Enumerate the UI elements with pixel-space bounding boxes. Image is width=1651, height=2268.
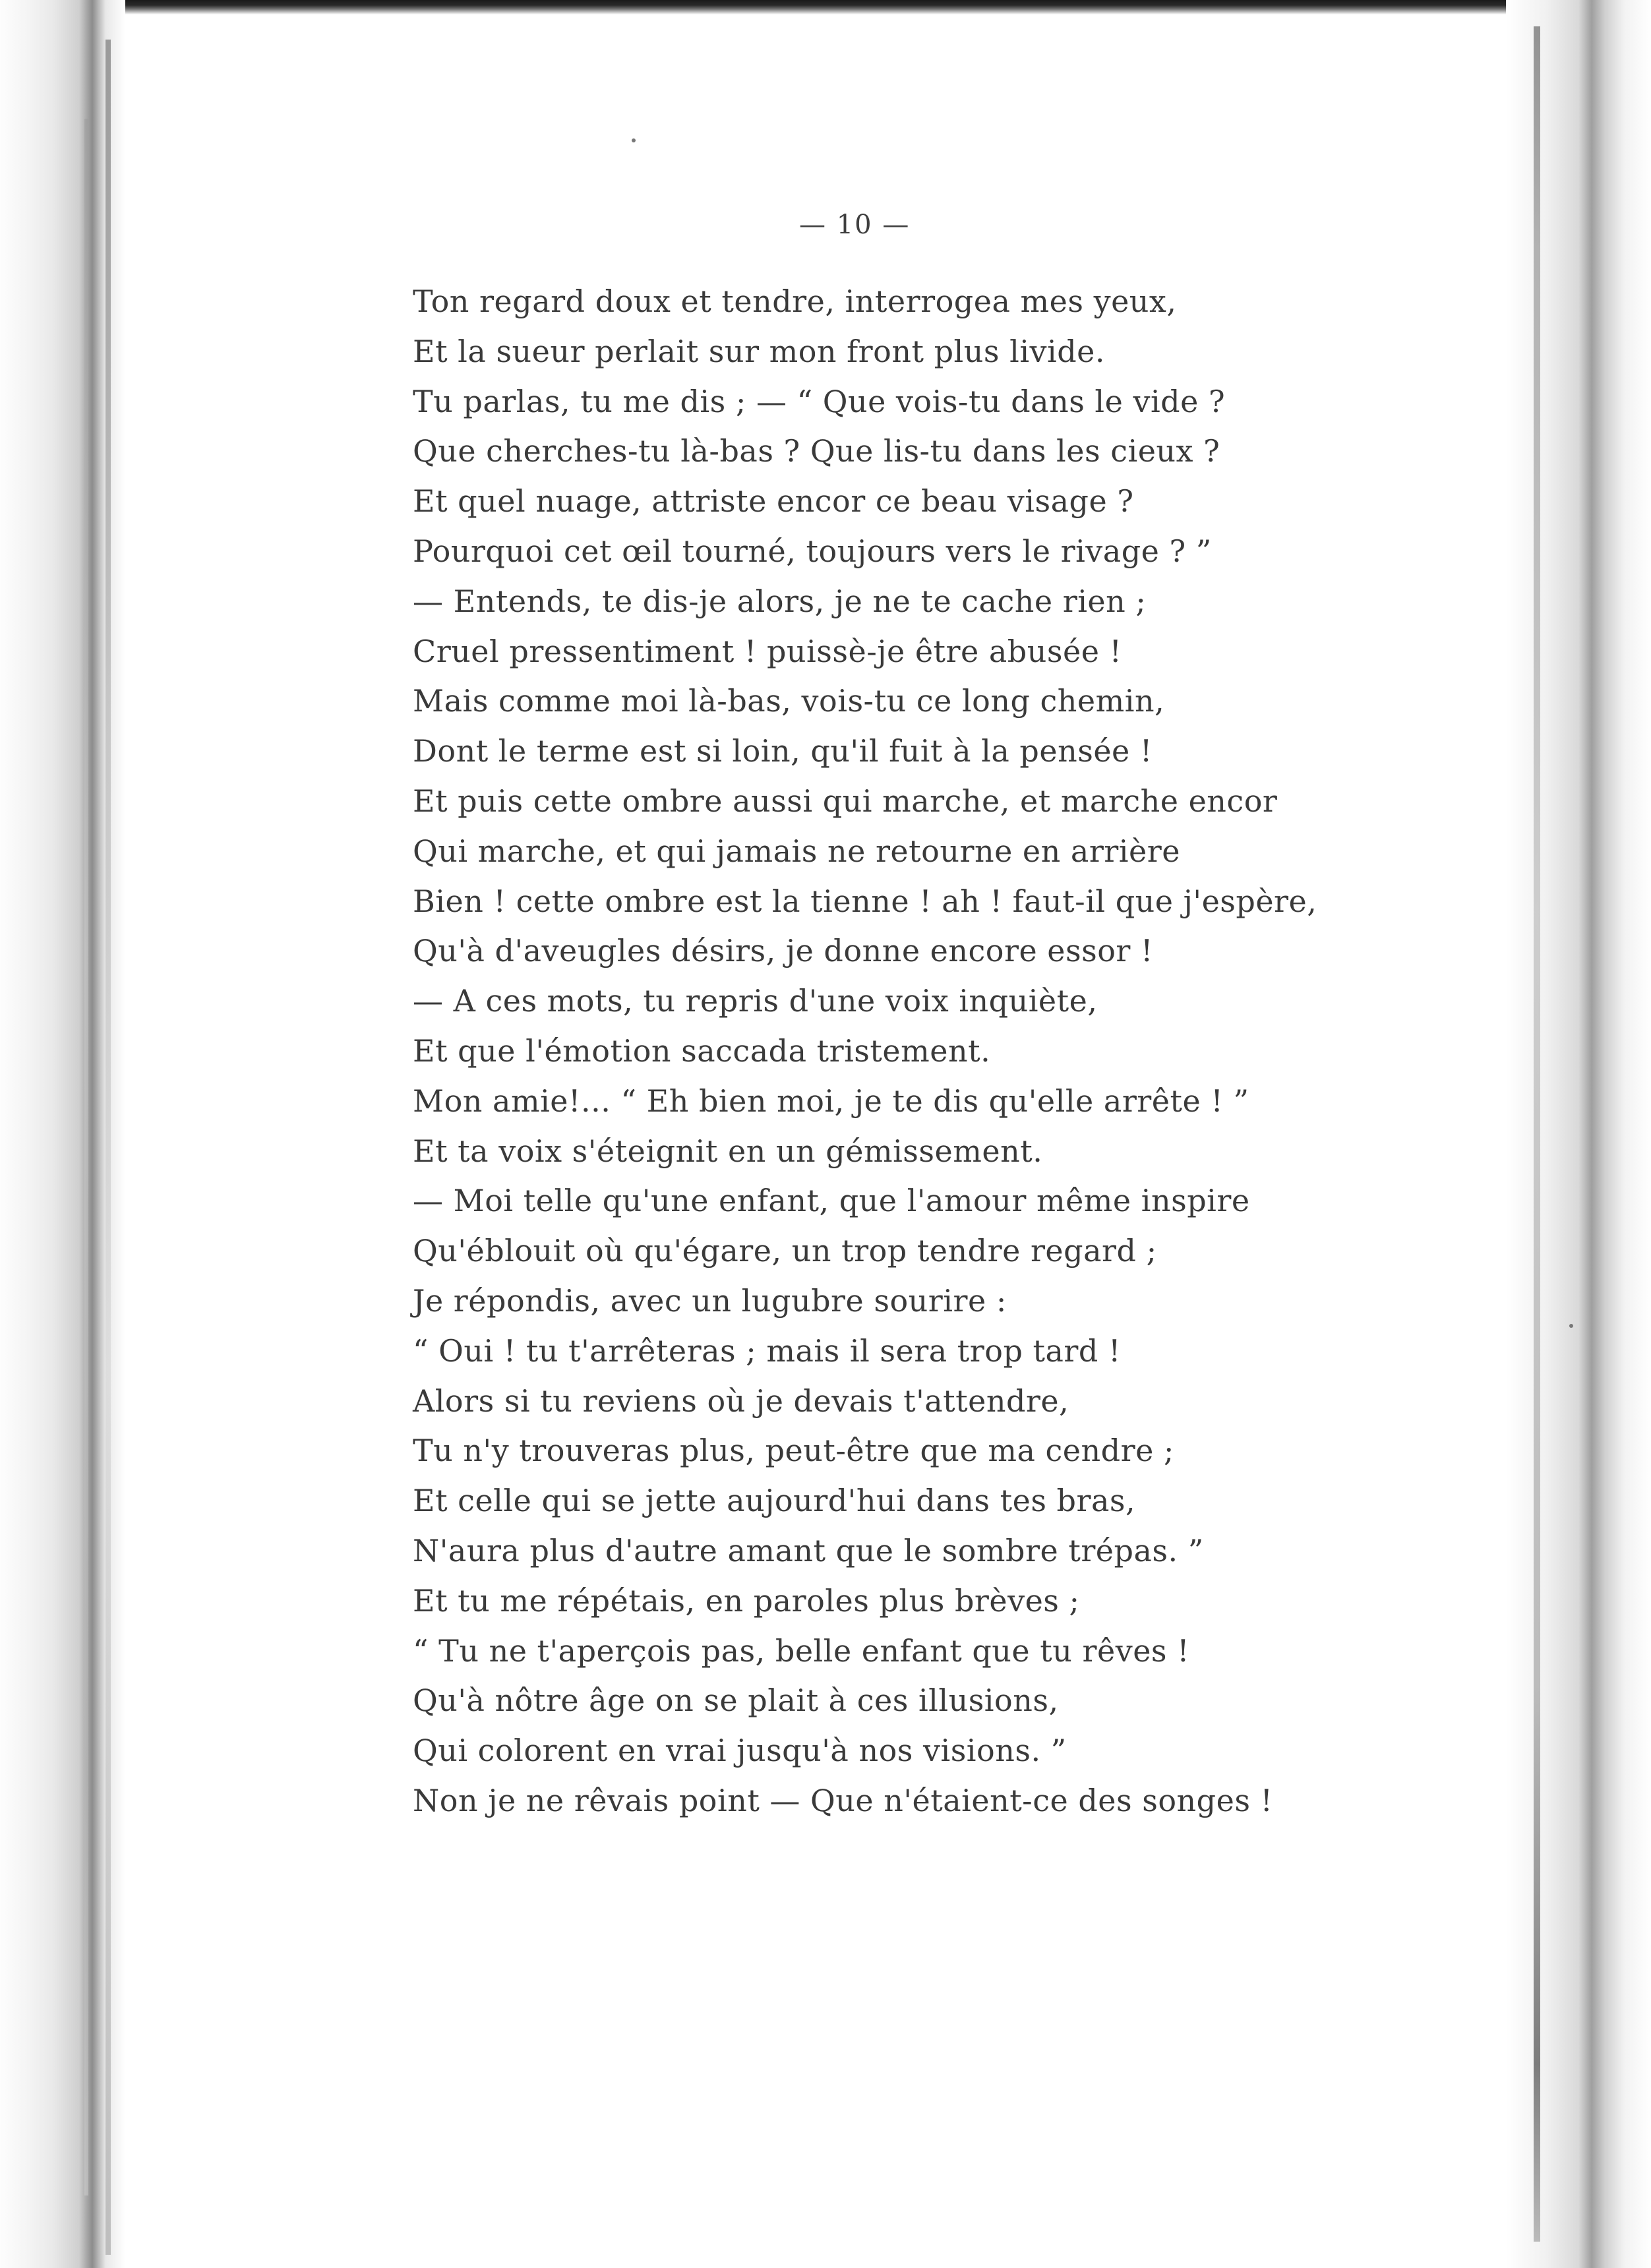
poem-line: Tu parlas, tu me dis ; — “ Que vois-tu dans le vide ? [413,383,1226,419]
poem-line: N'aura plus d'autre amant que le sombre trépas. ” [413,1532,1204,1568]
speck [632,138,636,142]
poem-line: Alors si tu reviens où je devais t'attendre, [413,1383,1069,1419]
poem-text [413,277,1441,1826]
poem-line: Je répondis, avec un lugubre sourire : [413,1282,1007,1319]
poem-line: “ Tu ne t'aperçois pas, belle enfant que tu rêves ! [413,1632,1190,1669]
scan-right-margin [1506,0,1651,2268]
poem-line: Tu n'y trouveras plus, peut-être que ma cendre ; [413,1433,1174,1469]
poem-line: Qui colorent en vrai jusqu'à nos visions. ” [413,1733,1067,1769]
poem-line: Dont le terme est si loin, qu'il fuit à la pensée ! [413,733,1153,769]
poem-line: Et tu me répétais, en paroles plus brèves ; [413,1582,1080,1619]
poem-line: Pourquoi cet œil tourné, toujours vers le rivage ? ” [413,533,1212,569]
poem-line: Qu'à d'aveugles désirs, je donne encore essor ! [413,933,1154,969]
poem-line: Et ta voix s'éteignit en un gémissement. [413,1133,1043,1169]
poem-line: Ton regard doux et tendre, interrogea mes yeux, [413,284,1177,319]
page-fold-shadow-left [105,40,111,2255]
poem-line: Que cherches-tu là-bas ? Que lis-tu dans les cieux ? [413,433,1220,469]
speck [1569,1324,1573,1328]
poem-line: Cruel pressentiment ! puissè-je être abusée ! [413,633,1122,669]
poem-line: Mon amie!... “ Eh bien moi, je te dis qu'elle arrête ! ” [413,1083,1249,1119]
page-edge-shadow-right [1534,26,1540,2242]
poem-line: — Entends, te dis-je alors, je ne te cache rien ; [413,583,1147,619]
poem-line: — Moi telle qu'une enfant, que l'amour même inspire [413,1183,1250,1219]
poem-line: Bien ! cette ombre est la tienne ! ah ! faut-il que j'espère, [413,883,1317,919]
poem-line: “ Oui ! tu t'arrêteras ; mais il sera trop tard ! [413,1332,1121,1369]
poem-line: Et la sueur perlait sur mon front plus livide. [413,333,1106,369]
poem-line: Mais comme moi là-bas, vois-tu ce long chemin, [413,683,1165,719]
poem-line: Qu'à nôtre âge on se plait à ces illusions, [413,1683,1059,1719]
page-edge-shadow-left [84,119,88,2195]
poem-line: Et quel nuage, attriste encor ce beau visage ? [413,483,1134,520]
poem-line: Et que l'émotion saccada tristement. [413,1032,991,1069]
poem-line: Non je ne rêvais point — Que n'étaient-ce des songes ! [413,1782,1273,1818]
poem-line: — A ces mots, tu repris d'une voix inquiète, [413,983,1098,1019]
poem-line: Et celle qui se jette aujourd'hui dans tes bras, [413,1483,1136,1519]
poem-line: Qu'éblouit où qu'égare, un trop tendre regard ; [413,1233,1157,1269]
page-number: — 10 — [799,210,911,240]
scan-top-border [0,0,1651,15]
poem-line: Et puis cette ombre aussi qui marche, et marche encor [413,783,1278,819]
poem-line: Qui marche, et qui jamais ne retourne en arrière [413,833,1180,869]
